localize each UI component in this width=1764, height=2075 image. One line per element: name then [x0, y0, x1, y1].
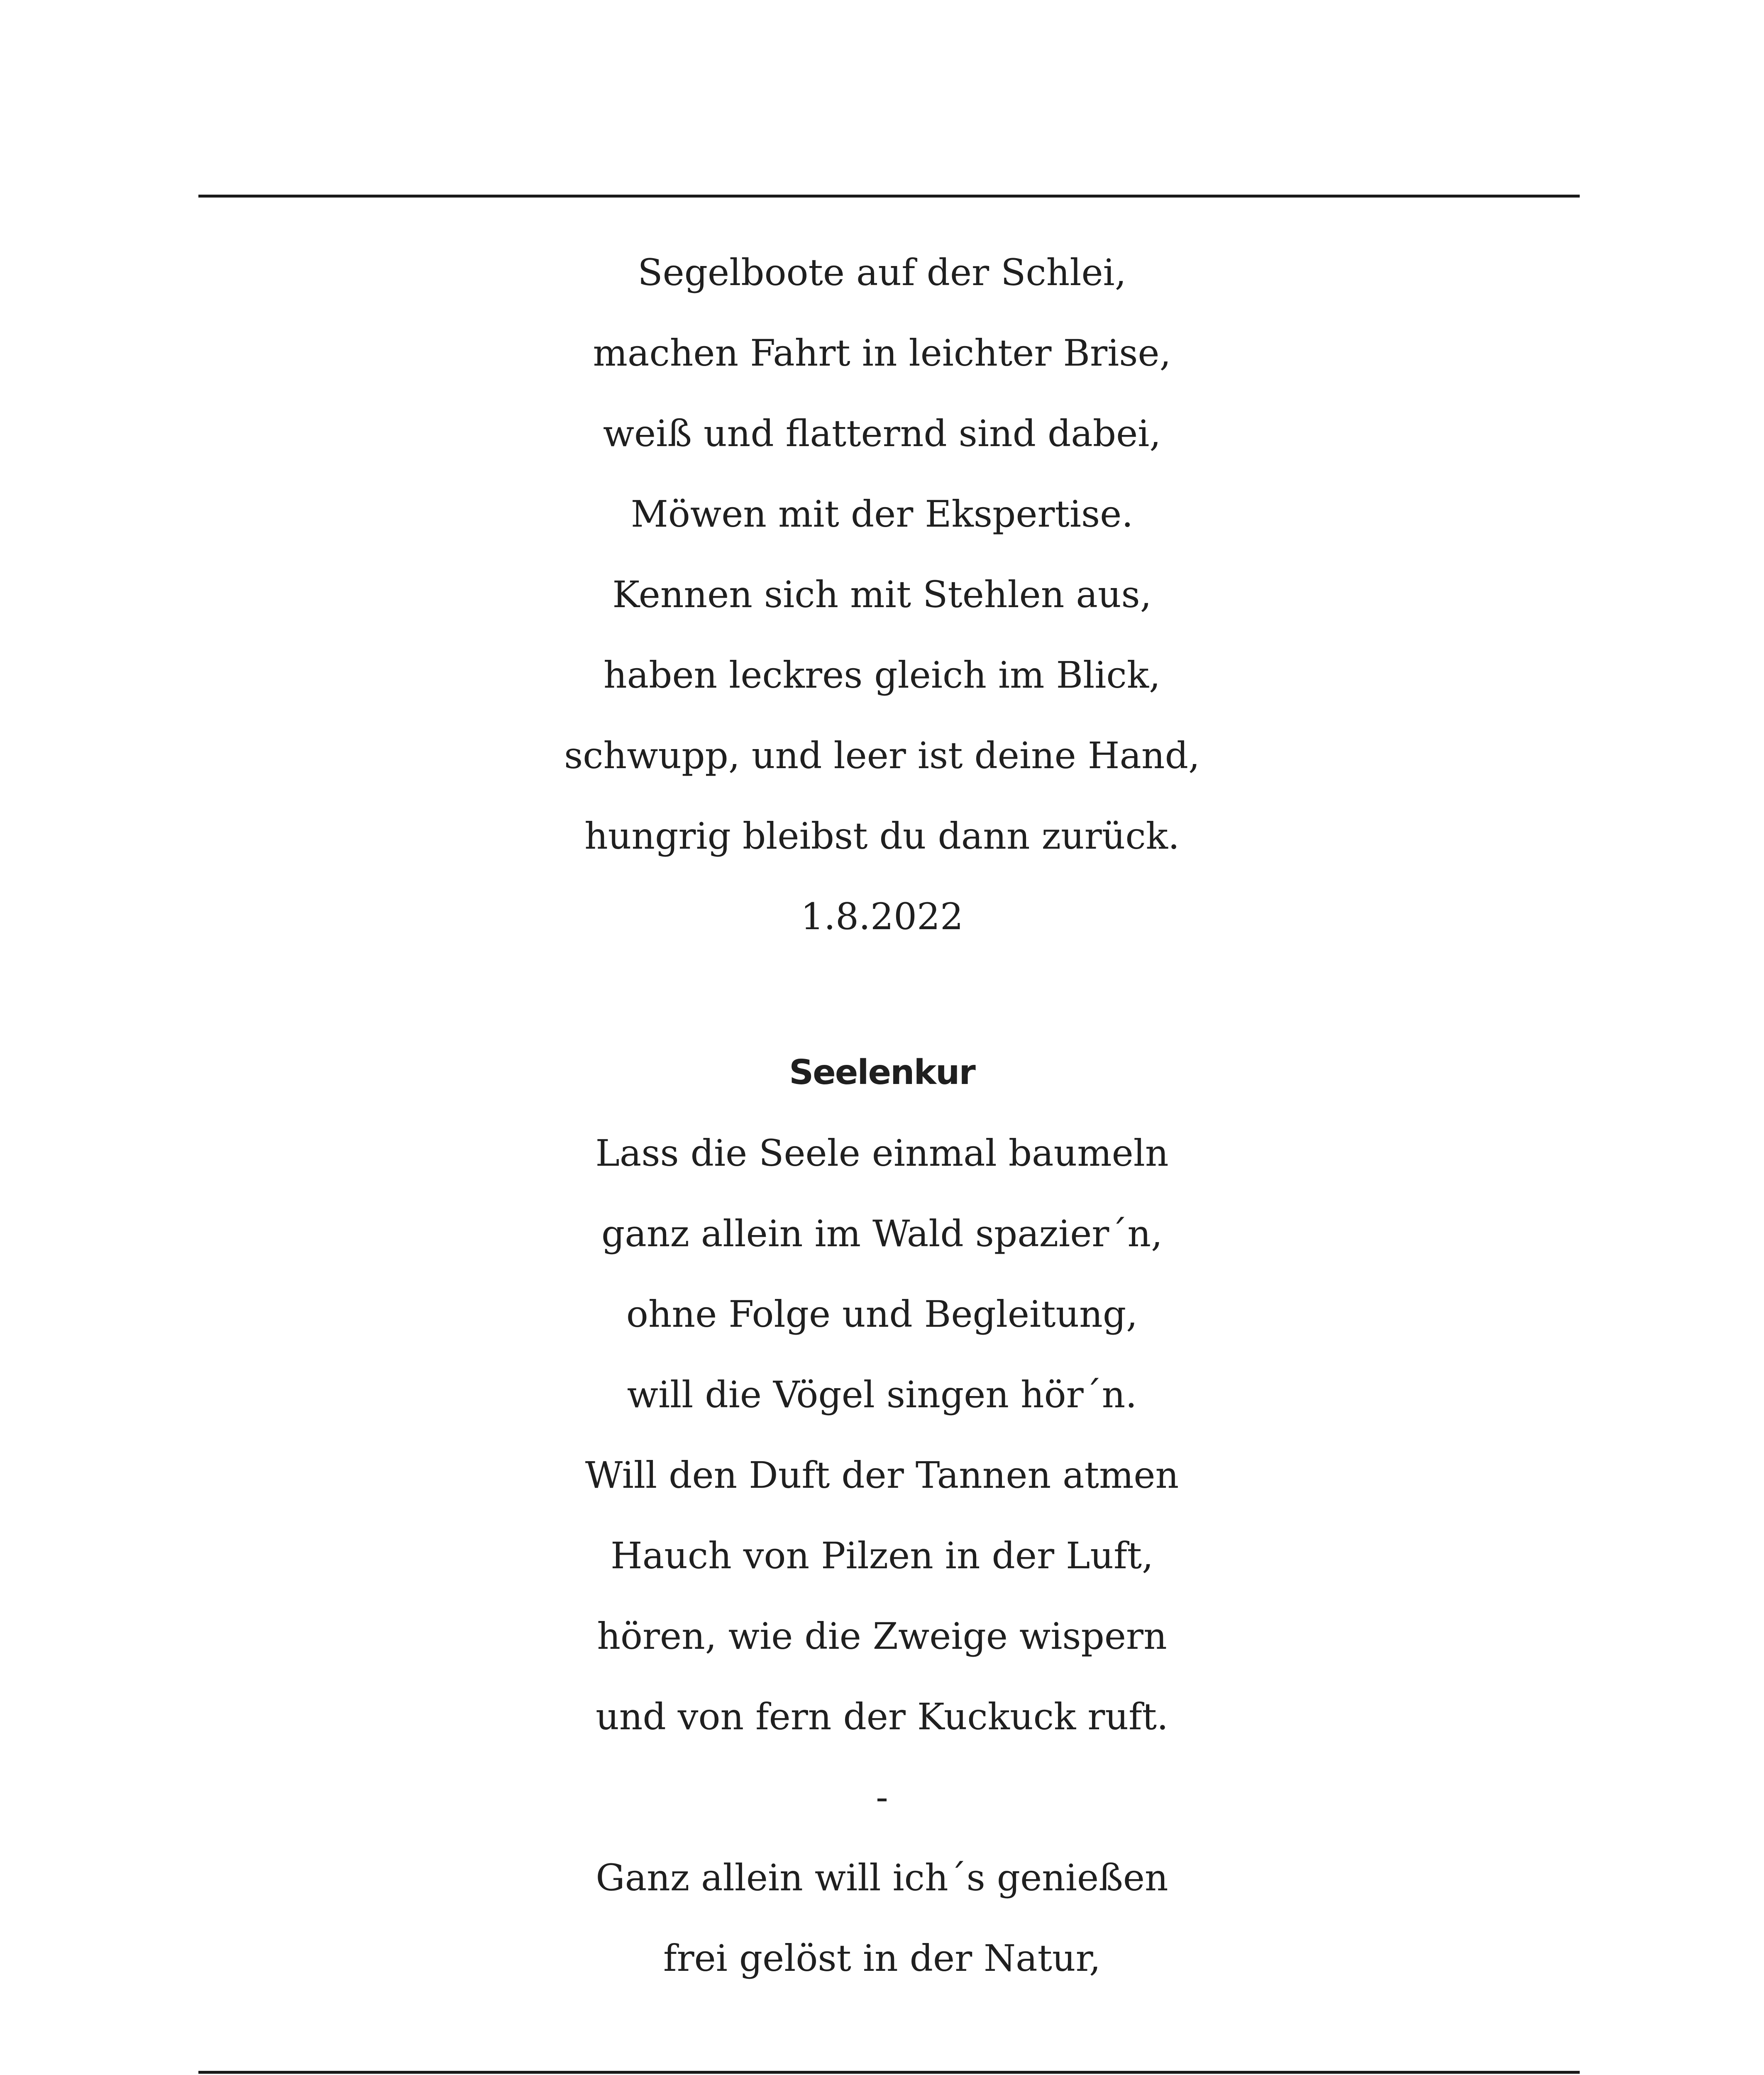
poem-line: Lass die Seele einmal baumeln — [595, 1132, 1169, 1174]
poem-line: ganz allein im Wald spazier´n, — [601, 1212, 1163, 1255]
header-rule — [198, 195, 1580, 198]
poem-line: Will den Duft der Tannen atmen — [585, 1454, 1179, 1496]
poem-seelenkur — [0, 1113, 1764, 1999]
poem-line: Möwen mit der Ekspertise. — [630, 493, 1134, 535]
poem-line: ohne Folge und Begleitung, — [626, 1293, 1138, 1335]
poem-line: hungrig bleibst du dann zurück. — [584, 815, 1180, 857]
poem-line: Ganz allein will ich´s genießen — [596, 1856, 1168, 1899]
poem-line: Segelboote auf der Schlei, — [638, 251, 1126, 294]
poem-line: schwupp, und leer ist deine Hand, — [564, 734, 1200, 777]
poem-date: 1.8.2022 — [801, 895, 963, 938]
poem-line: Hauch von Pilzen in der Luft, — [610, 1534, 1153, 1577]
poem-title: Seelenkur — [789, 1053, 975, 1092]
poem-line: haben leckres gleich im Blick, — [603, 654, 1161, 696]
poem-line: will die Vögel singen hör´n. — [627, 1373, 1137, 1416]
poem-line: weiß und flatternd sind dabei, — [603, 412, 1161, 455]
poem-line: hören, wie die Zweige wispern — [597, 1615, 1167, 1658]
poem-line: und von fern der Kuckuck ruft. — [596, 1695, 1168, 1738]
poem-line: Kennen sich mit Stehlen aus, — [612, 573, 1152, 616]
poem-segelboote — [0, 232, 1764, 957]
footer-rule — [198, 2071, 1580, 2074]
stanza-separator: - — [876, 1776, 888, 1819]
poem-line: frei gelöst in der Natur, — [663, 1937, 1101, 1980]
poem-line: machen Fahrt in leichter Brise, — [593, 332, 1171, 374]
